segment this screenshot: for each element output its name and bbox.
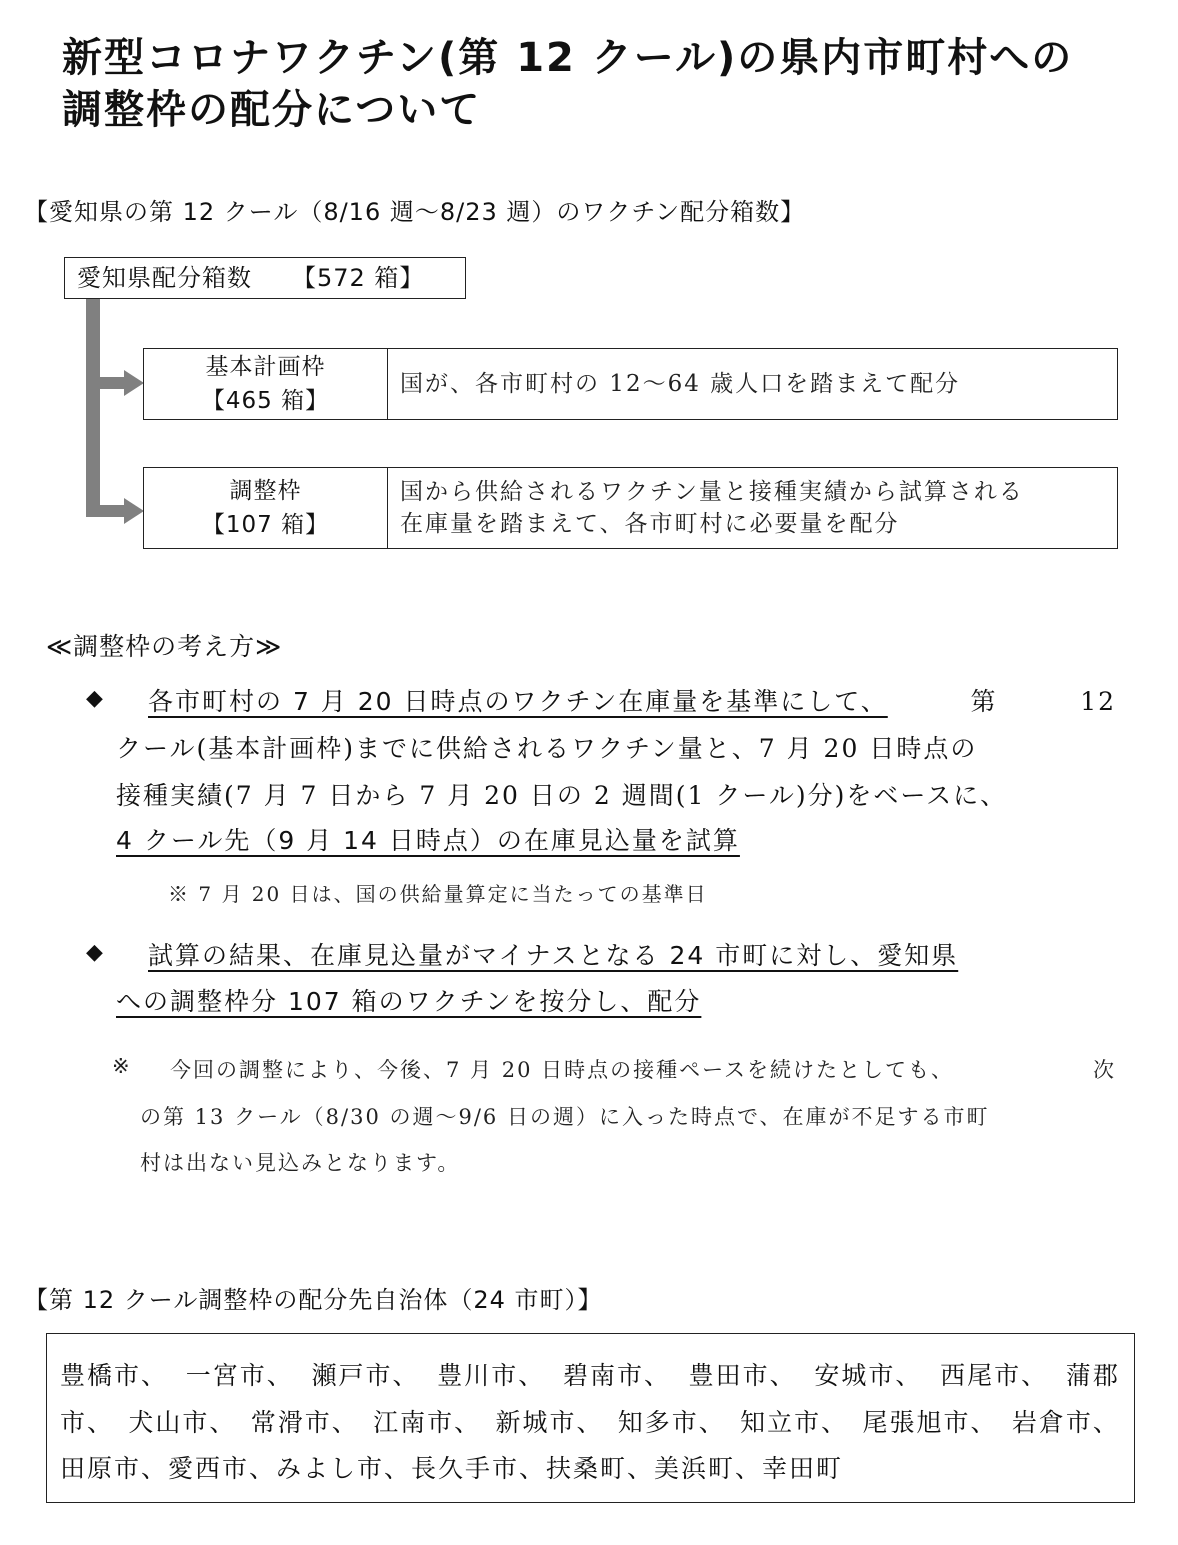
page-title (62, 32, 1142, 136)
note-base-date: ※ 7 月 20 日は、国の供給量算定に当たっての基準日 (168, 882, 708, 906)
municipality-item: 碧南市、 (562, 1361, 671, 1390)
municipality-line-1 (60, 1356, 1120, 1392)
diamond-bullet-icon: ◆ (86, 686, 103, 711)
title-line-1: 新型コロナワクチン(第 12 クール)の県内市町村への (62, 35, 1074, 81)
municipality-item: 岩倉市、 (1011, 1408, 1120, 1437)
basic-plan-frame-row (143, 348, 1118, 420)
municipality-item: 豊橋市、 (60, 1361, 169, 1390)
point1-line-3: 接種実績(7 月 7 日から 7 月 20 日の 2 週間(1 クール)分)をベースに、 (116, 781, 1008, 810)
point1-tail-a: 第 (970, 687, 998, 716)
municipality-item: 豊川市、 (437, 1361, 546, 1390)
diamond-bullet-icon: ◆ (86, 940, 103, 965)
basic-plan-frame-boxes: 【465 箱】 (201, 388, 330, 414)
point2-line-1: 試算の結果、在庫見込量がマイナスとなる 24 市町に対し、愛知県 (148, 941, 959, 970)
adjustment-frame-row (143, 467, 1118, 549)
municipality-line-2 (60, 1403, 1120, 1439)
total-label: 愛知県配分箱数 (77, 264, 252, 292)
municipality-item: 知立市、 (740, 1408, 849, 1437)
title-line-2: 調整枠の配分について (62, 87, 482, 133)
municipality-item: 豊田市、 (688, 1361, 797, 1390)
municipality-item: 西尾市、 (940, 1361, 1049, 1390)
note2-line-1-text: 今回の調整により、今後、7 月 20 日時点の接種ペースを続けたとしても、 (170, 1058, 955, 1082)
basic-plan-frame-label (144, 349, 388, 419)
note2-line-1 (170, 1054, 1116, 1084)
basic-plan-description-text: 国が、各市町村の 12～64 歳人口を踏まえて配分 (400, 371, 961, 397)
municipality-item: 常滑市、 (250, 1408, 359, 1437)
point2-line-2: への調整枠分 107 箱のワクチンを按分し、配分 (116, 987, 702, 1016)
adjustment-description-line-2: 在庫量を踏まえて、各市町村に必要量を配分 (400, 511, 900, 537)
arrow-right-icon (124, 370, 144, 396)
adjustment-frame-label (144, 468, 388, 548)
note2-line-3: 村は出ない見込みとなります。 (140, 1151, 461, 1175)
allocation-section-heading: 【愛知県の第 12 クール（8/16 週～8/23 週）のワクチン配分箱数】 (24, 198, 806, 226)
connector-branch-basic (86, 377, 126, 389)
note2-line-1-end: 次 (1093, 1058, 1116, 1082)
municipality-item: 市、 (60, 1408, 115, 1437)
basic-plan-frame-description (388, 349, 1117, 419)
adjustment-frame-description (388, 468, 1117, 548)
basic-plan-frame-name: 基本計画枠 (205, 354, 326, 380)
connector-vertical-bar (86, 299, 100, 517)
note-mark: ※ (112, 1054, 130, 1078)
note2-line-2: の第 13 クール（8/30 の週～9/6 日の週）に入った時点で、在庫が不足する市町 (140, 1105, 990, 1129)
point1-tail-b: 12 (1080, 687, 1116, 716)
municipality-line-3: 田原市、愛西市、みよし市、長久手市、扶桑町、美浜町、幸田町 (60, 1454, 844, 1483)
municipality-item: 知多市、 (617, 1408, 726, 1437)
point1-line-1 (148, 685, 1116, 719)
adjustment-frame-boxes: 【107 箱】 (201, 512, 330, 538)
municipality-item: 新城市、 (495, 1408, 604, 1437)
principle-heading: ≪調整枠の考え方≫ (46, 632, 283, 661)
municipality-item: 尾張旭市、 (862, 1408, 998, 1437)
total-boxes: 【572 箱】 (292, 264, 425, 292)
recipients-section-heading: 【第 12 クール調整枠の配分先自治体（24 市町）】 (24, 1286, 603, 1314)
municipality-item: 蒲郡 (1065, 1361, 1120, 1390)
municipality-item: 江南市、 (373, 1408, 482, 1437)
connector-branch-adjust (86, 505, 126, 517)
adjustment-description-line-1: 国から供給されるワクチン量と接種実績から試算される (400, 479, 1024, 505)
point1-line-2: クール(基本計画枠)までに供給されるワクチン量と、7 月 20 日時点の (116, 734, 978, 763)
point1-underlined-text: 各市町村の 7 月 20 日時点のワクチン在庫量を基準にして、 (148, 687, 888, 716)
municipality-item: 一宮市、 (185, 1361, 294, 1390)
total-allocation-box (64, 257, 466, 299)
arrow-right-icon (124, 498, 144, 524)
adjustment-frame-name: 調整枠 (229, 478, 302, 504)
municipality-item: 瀬戸市、 (311, 1361, 420, 1390)
point1-line-4: 4 クール先（9 月 14 日時点）の在庫見込量を試算 (116, 826, 740, 855)
municipality-item: 安城市、 (814, 1361, 923, 1390)
municipality-item: 犬山市、 (128, 1408, 237, 1437)
